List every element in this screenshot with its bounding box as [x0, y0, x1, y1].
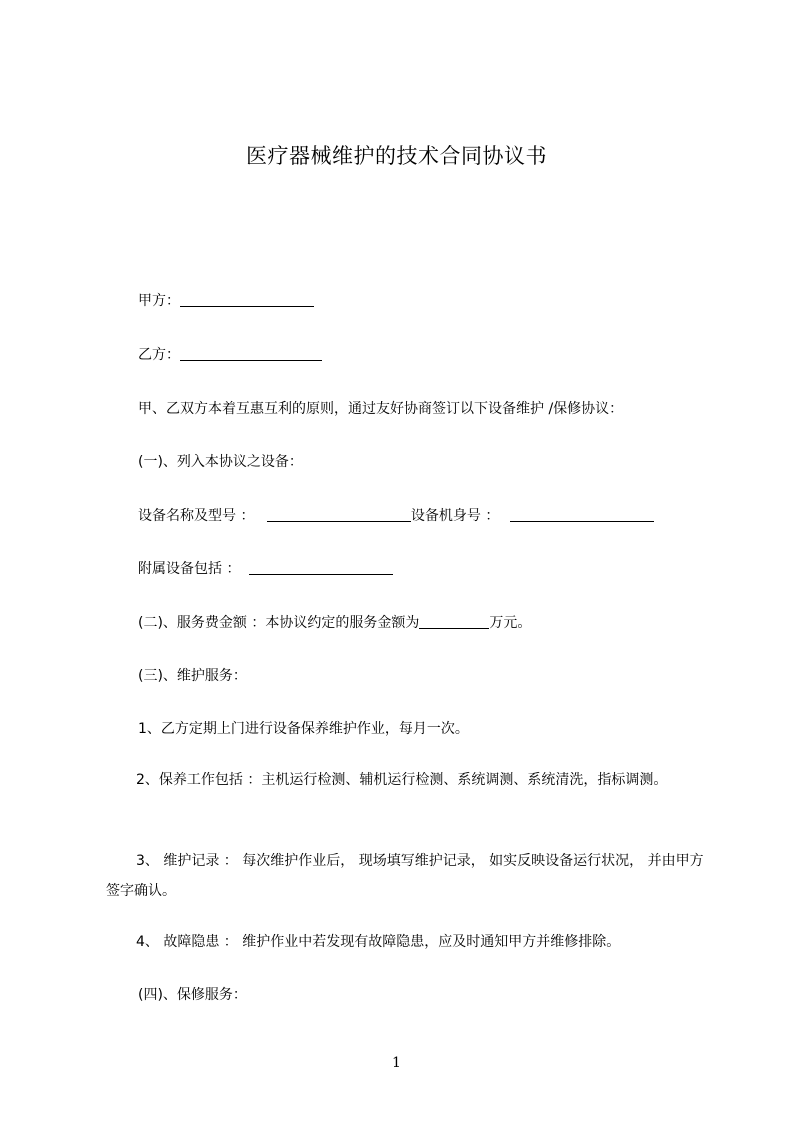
section4-heading: (四)、保修服务： [138, 987, 247, 1003]
party-b-blank [180, 346, 322, 361]
party-a-line [138, 291, 314, 311]
device-serial-label: 设备机身号 ： [410, 508, 500, 524]
page-number: 1 [392, 1055, 401, 1071]
document-title: 医疗器械维护的技术合同协议书 [246, 144, 547, 168]
service-item-1: 1、乙方定期上门进行设备保养维护作业，每月一次。 [138, 721, 469, 737]
fee-line [138, 613, 531, 633]
section3-heading: (三)、维护服务： [138, 668, 247, 684]
fee-suffix: 万元。 [489, 615, 532, 631]
accessory-label: 附属设备包括 ： [138, 561, 241, 577]
service-item-3: 3、 维护记录 ： 每次维护作业后， 现场填写维护记录， 如实反映设备运行状况， 并由甲方签字确认。 [106, 853, 704, 899]
fee-prefix: (二)、服务费金额 ：本协议约定的服务金额为 [138, 615, 420, 631]
device-name-label: 设备名称及型号 ： [138, 508, 255, 524]
intro-text: 甲、乙双方本着互惠互利的原则，通过友好协商签订以下设备维护 /保修协议： [138, 401, 624, 417]
accessory-line [138, 559, 393, 579]
device-line [138, 506, 654, 526]
device-serial-blank [510, 507, 654, 522]
device-name-blank [267, 507, 411, 522]
party-b-label: 乙方： [138, 347, 180, 363]
service-item-4: 4、 故障隐患 ： 维护作业中若发现有故障隐患，应及时通知甲方并维修排除。 [136, 934, 621, 950]
fee-blank [419, 614, 489, 629]
party-b-line [138, 345, 322, 365]
party-a-label: 甲方： [138, 293, 180, 309]
service-item-2: 2、保养工作包括 ：主机运行检测、辅机运行检测、系统调测、系统清洗，指标调测。 [136, 772, 668, 788]
party-a-blank [180, 292, 314, 307]
section1-heading: (一)、列入本协议之设备： [138, 454, 303, 470]
accessory-blank [249, 560, 393, 575]
